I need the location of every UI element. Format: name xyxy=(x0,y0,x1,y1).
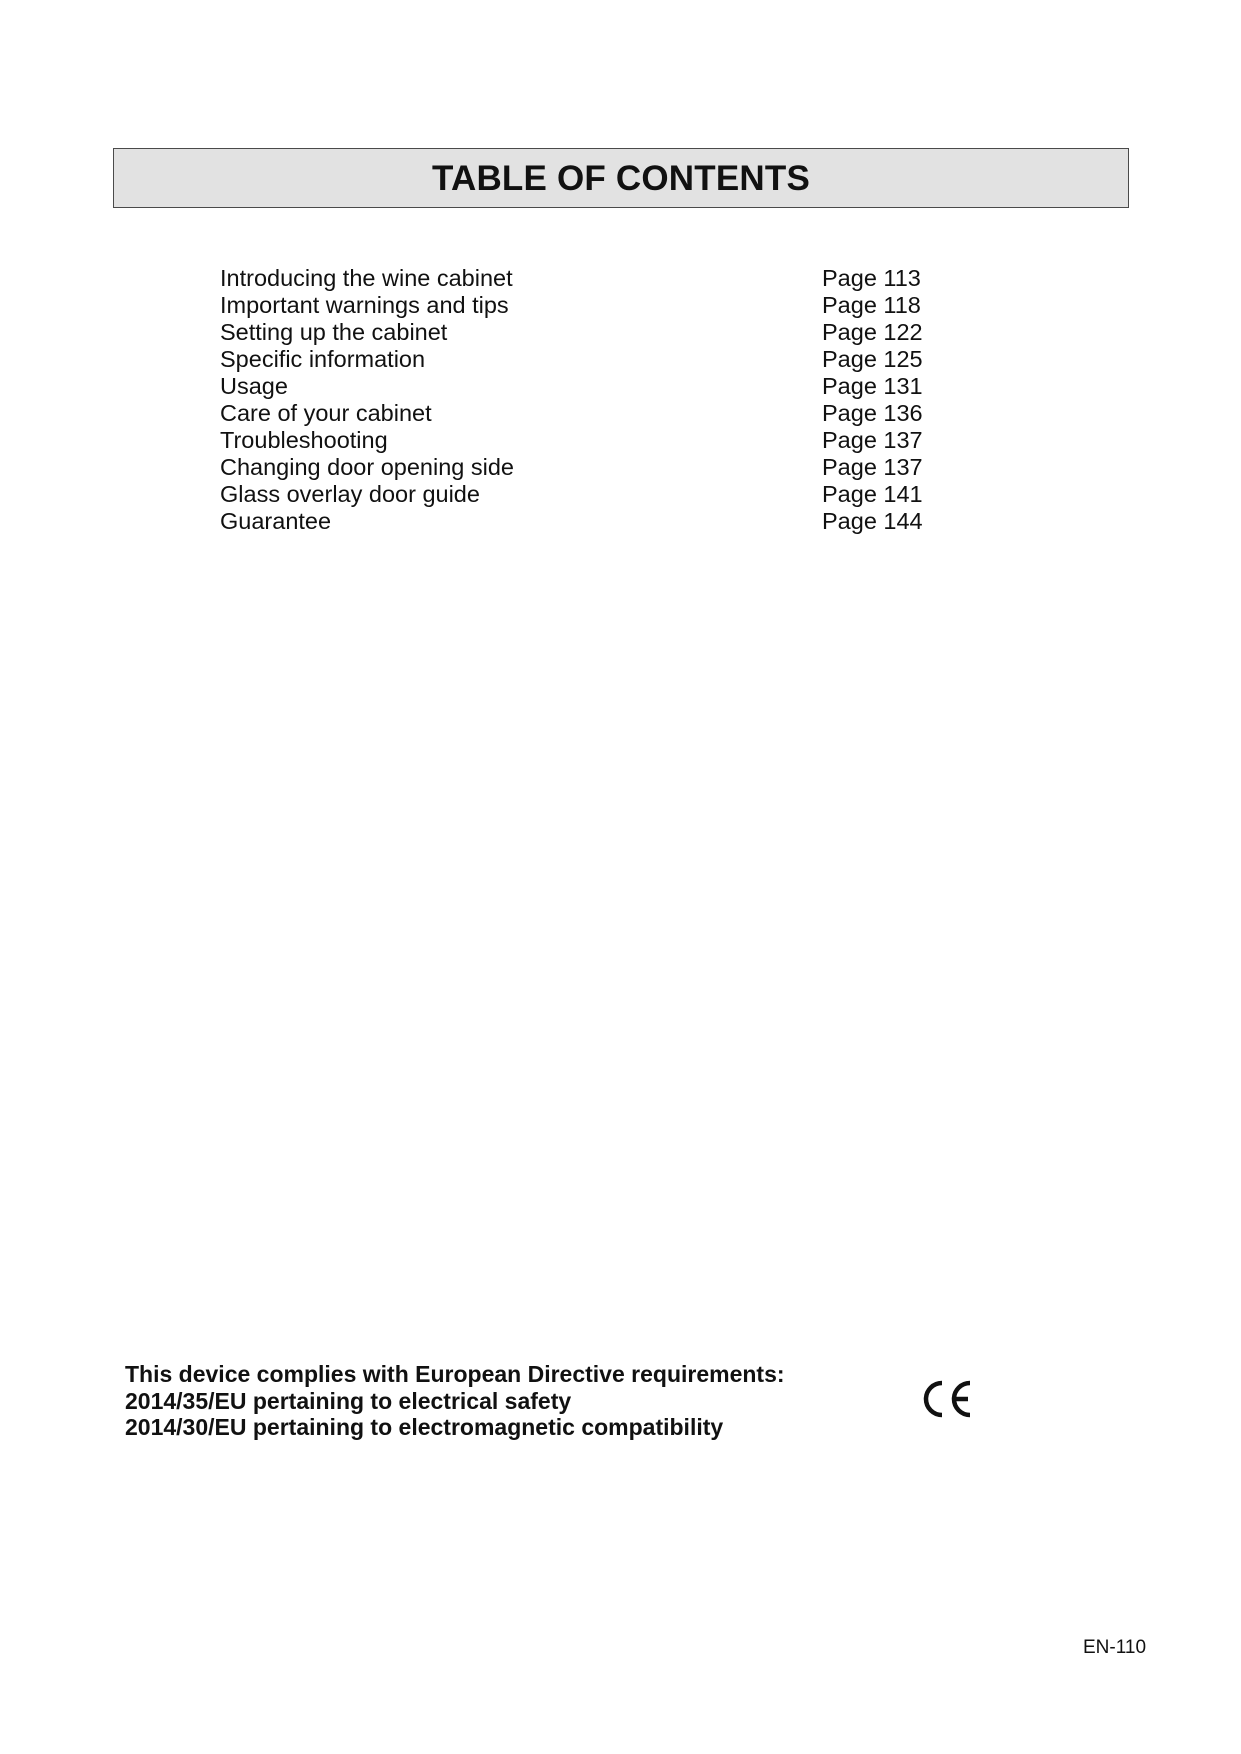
toc-entry xyxy=(220,346,940,373)
toc-header-box xyxy=(113,148,1129,208)
toc-entry-page: Page 113 xyxy=(822,265,921,291)
toc-entry-label: Usage xyxy=(220,373,288,399)
toc-entry-page: Page 118 xyxy=(822,292,921,318)
toc-entry-page: Page 137 xyxy=(822,454,923,480)
compliance-directive-emc: 2014/30/EU pertaining to electromagnetic compatibility xyxy=(125,1414,724,1440)
toc-entry-page: Page 144 xyxy=(822,508,923,534)
compliance-heading: This device complies with European Directive requirements: xyxy=(125,1361,785,1387)
toc-entry-label: Care of your cabinet xyxy=(220,400,432,426)
toc-entry xyxy=(220,454,940,481)
page-title: TABLE OF CONTENTS xyxy=(431,158,810,198)
toc-entry-label: Guarantee xyxy=(220,508,332,534)
toc-entry-page: Page 122 xyxy=(822,319,923,345)
toc-entry xyxy=(220,508,940,535)
toc-entry-label: Troubleshooting xyxy=(220,427,388,453)
toc-entry xyxy=(220,319,940,346)
toc-entry xyxy=(220,292,940,319)
toc-entry-label: Important warnings and tips xyxy=(220,292,509,318)
toc-entry-label: Glass overlay door guide xyxy=(220,481,480,507)
page-number: EN-110 xyxy=(1083,1637,1147,1658)
toc-entry-page: Page 137 xyxy=(822,427,923,453)
toc-entry xyxy=(220,265,940,292)
ce-mark-icon xyxy=(920,1378,976,1420)
toc-entry-label: Introducing the wine cabinet xyxy=(220,265,513,291)
toc-entry-page: Page 136 xyxy=(822,400,923,426)
compliance-statement xyxy=(125,1361,885,1441)
toc-entry-page: Page 125 xyxy=(822,346,923,372)
toc-entry xyxy=(220,481,940,508)
toc-entry-label: Setting up the cabinet xyxy=(220,319,448,345)
toc-entry xyxy=(220,400,940,427)
toc-entry-page: Page 131 xyxy=(822,373,923,399)
compliance-directive-electrical: 2014/35/EU pertaining to electrical safety xyxy=(125,1387,572,1414)
toc-entry-label: Changing door opening side xyxy=(220,454,514,480)
toc-entry-label: Specific information xyxy=(220,346,426,372)
toc-entry xyxy=(220,373,940,400)
toc-entry-page: Page 141 xyxy=(822,481,923,507)
toc-entry xyxy=(220,427,940,454)
toc-list xyxy=(220,265,940,535)
